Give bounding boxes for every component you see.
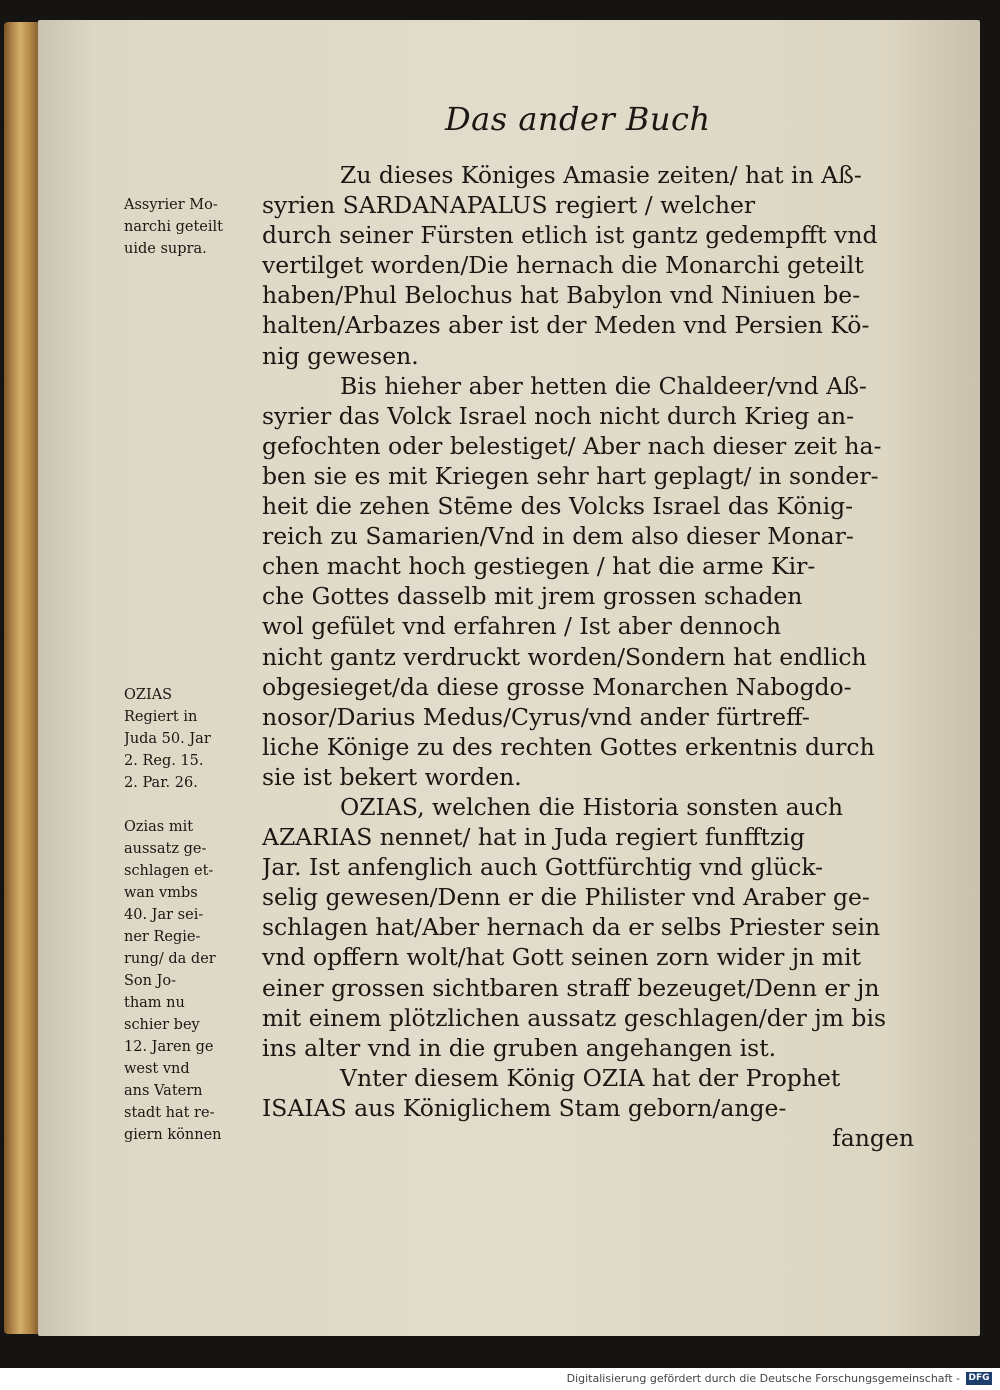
margin-note-line: Ozias mit <box>124 819 194 835</box>
text-line: syrien SARDANAPALUS regiert / welcher <box>262 191 756 220</box>
text-line: obgesieget/da diese grosse Monarchen Nabogdo- <box>262 672 852 701</box>
margin-note-ozias-leprosy <box>124 816 264 1146</box>
text-line: halten/Arbazes aber ist der Meden vnd Persien Kö- <box>262 311 870 340</box>
text-line: gefochten oder belestiget/ Aber nach dieser zeit ha- <box>262 431 882 460</box>
text-line: OZIAS, welchen die Historia sonsten auch <box>340 792 844 821</box>
margin-note-line: uide supra. <box>124 241 207 257</box>
margin-note-line: schier bey <box>124 1017 200 1033</box>
text-line: liche Könige zu des rechten Gottes erkentnis durch <box>262 732 875 761</box>
text-line: vnd opffern wolt/hat Gott seinen zorn wider jn mit <box>262 943 861 972</box>
dfg-logo: DFG <box>966 1372 992 1385</box>
text-line: Bis hieher aber hetten die Chaldeer/vnd Aß- <box>340 371 867 400</box>
margin-note-line: 2. Par. 26. <box>124 775 198 791</box>
body-text <box>262 160 914 1153</box>
text-line: schlagen hat/Aber hernach da er selbs Priester sein <box>262 913 881 942</box>
text-line: syrier das Volck Israel noch nicht durch Krieg an- <box>262 401 855 430</box>
text-line: haben/Phul Belochus hat Babylon vnd Niniuen be- <box>262 281 861 310</box>
margin-note-line: giern können <box>124 1127 222 1143</box>
catchword: fangen <box>832 1124 914 1152</box>
text-line: vertilget worden/Die hernach die Monarchi geteilt <box>262 251 864 280</box>
text-line: mit einem plötzlichen aussatz geschlagen/der jm bis <box>262 1003 887 1032</box>
text-line: selig gewesen/Denn er die Philister vnd Araber ge- <box>262 883 870 912</box>
book-edge <box>4 22 40 1334</box>
margin-note-line: Regiert in <box>124 709 198 725</box>
margin-note-line: 12. Jaren ge <box>124 1039 214 1055</box>
footer-bar <box>0 1368 1000 1390</box>
margin-note-line: stadt hat re- <box>124 1105 215 1121</box>
text-line: ben sie es mit Kriegen sehr hart geplagt/ in sonder- <box>262 461 879 490</box>
text-line: einer grossen sichtbaren straff bezeuget/Denn er jn <box>262 973 880 1002</box>
margin-note-line: Juda 50. Jar <box>124 731 211 747</box>
text-line: nicht gantz verdruckt worden/Sondern hat endlich <box>262 642 867 671</box>
text-line: ins alter vnd in die gruben angehangen ist. <box>262 1033 777 1062</box>
text-line: AZARIAS nennet/ hat in Juda regiert funfftzig <box>262 823 805 852</box>
margin-note-line: aussatz ge- <box>124 841 207 857</box>
text-line: Vnter diesem König OZIA hat der Prophet <box>340 1063 841 1092</box>
margin-note-line: wan vmbs <box>124 885 198 901</box>
running-head: Das ander Buch <box>445 100 711 138</box>
margin-note-ozias-reign <box>124 684 264 794</box>
text-line: nosor/Darius Medus/Cyrus/vnd ander fürtreff- <box>262 702 810 731</box>
margin-note-line: ans Vatern <box>124 1083 203 1099</box>
margin-note-line: narchi geteilt <box>124 219 223 235</box>
margin-note-line: Assyrier Mo- <box>124 197 218 213</box>
text-line: che Gottes dasselb mit jrem grossen schaden <box>262 582 803 611</box>
margin-note-line: schlagen et- <box>124 863 214 879</box>
text-line: chen macht hoch gestiegen / hat die arme Kir- <box>262 552 816 581</box>
margin-note-line: 40. Jar sei- <box>124 907 204 923</box>
text-line: ISAIAS aus Königlichem Stam geborn/ange- <box>262 1093 787 1122</box>
text-line: Zu dieses Königes Amasie zeiten/ hat in Aß- <box>340 161 862 189</box>
margin-note-line: 2. Reg. 15. <box>124 753 204 769</box>
margin-note-line: OZIAS <box>124 687 173 703</box>
text-line: durch seiner Fürsten etlich ist gantz gedempfft vnd <box>262 221 878 250</box>
text-line: sie ist bekert worden. <box>262 762 522 791</box>
margin-note-line: ner Regie- <box>124 929 201 945</box>
text-line: wol gefület vnd erfahren / Ist aber dennoch <box>262 612 781 641</box>
margin-note-assyrian-monarchy <box>124 194 264 260</box>
text-line: reich zu Samarien/Vnd in dem also dieser Monar- <box>262 522 854 551</box>
margin-note-line: tham nu <box>124 995 185 1011</box>
margin-note-line: rung/ da der <box>124 951 216 967</box>
text-line: nig gewesen. <box>262 341 419 370</box>
margin-note-line: west vnd <box>124 1061 190 1077</box>
text-line: heit die zehen Stēme des Volcks Israel das König- <box>262 492 854 521</box>
text-line: Jar. Ist anfenglich auch Gottfürchtig vnd glück- <box>262 853 824 882</box>
funding-notice: Digitalisierung gefördert durch die Deutsche Forschungsgemeinschaft - <box>566 1372 960 1385</box>
margin-note-line: Son Jo- <box>124 973 177 989</box>
